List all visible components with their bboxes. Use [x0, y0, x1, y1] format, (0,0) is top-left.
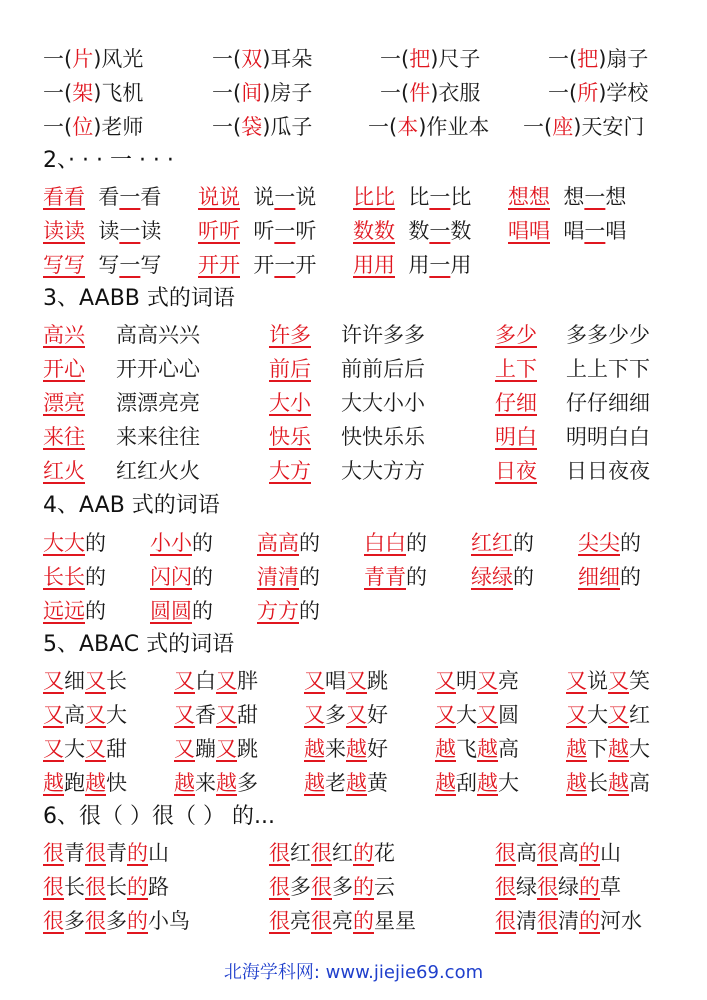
- measure-item: 一(袋)瓜子: [212, 115, 313, 139]
- s3-expanded: 明明白白: [566, 425, 650, 449]
- s5-row: [0, 698, 707, 732]
- s6-item: 很青很青的山: [43, 841, 169, 865]
- measure-item: 一(所)学校: [548, 81, 649, 105]
- s5-item: 越来越多: [174, 771, 258, 795]
- s4-item: 白白的: [364, 531, 427, 555]
- s5-item: 又唱又跳: [304, 669, 388, 693]
- s2-item: 写写 写一写: [43, 253, 162, 277]
- s3-expanded: 仔仔细细: [566, 391, 650, 415]
- s5-item: 越来越好: [304, 737, 388, 761]
- s5-item: 越刮越大: [435, 771, 519, 795]
- s3-word: 明白: [495, 425, 537, 449]
- s3-expanded: 前前后后: [341, 357, 425, 381]
- s4-row: [0, 526, 707, 560]
- s4-item: 红红的: [471, 531, 534, 555]
- s5-item: 又大又红: [566, 703, 650, 727]
- s6-item: 很长很长的路: [43, 875, 169, 899]
- s3-expanded: 大大小小: [341, 391, 425, 415]
- s2-item: 听听 听一听: [198, 219, 317, 243]
- s4-row: [0, 560, 707, 594]
- s3-expanded: 高高兴兴: [116, 323, 200, 347]
- s4-item: 绿绿的: [471, 565, 534, 589]
- s4-item: 清清的: [257, 565, 320, 589]
- s2-row: [0, 214, 707, 248]
- s6-item: 很亮很亮的星星: [269, 909, 416, 933]
- s6-item: 很绿很绿的草: [495, 875, 621, 899]
- measure-row: [0, 110, 707, 144]
- measure-item: 一(位)老师: [43, 115, 144, 139]
- s5-item: 又多又好: [304, 703, 388, 727]
- s2-row: [0, 248, 707, 282]
- s5-row: [0, 664, 707, 698]
- s4-item: 方方的: [257, 599, 320, 623]
- s4-item: 尖尖的: [578, 531, 641, 555]
- section-2-title: 2、· · · 一 · · ·: [43, 148, 174, 173]
- s4-row: [0, 594, 707, 628]
- measure-item: 一(座)天安门: [523, 115, 645, 139]
- s2-item: 说说 说一说: [198, 185, 317, 209]
- s3-expanded: 快快乐乐: [341, 425, 425, 449]
- s3-expanded: 开开心心: [116, 357, 200, 381]
- s3-expanded: 上上下下: [566, 357, 650, 381]
- s3-word: 上下: [495, 357, 537, 381]
- s5-item: 越长越高: [566, 771, 650, 795]
- footer-watermark: 北海学科网: www.jiejie69.com: [223, 962, 484, 983]
- s5-item: 又明又亮: [435, 669, 519, 693]
- s4-item: 圆圆的: [150, 599, 213, 623]
- s3-expanded: 日日夜夜: [566, 459, 650, 483]
- section-6-title: 6、很（ ）很（ ） 的...: [43, 804, 275, 829]
- s4-item: 大大的: [43, 531, 106, 555]
- s3-word: 日夜: [495, 459, 537, 483]
- measure-row: [0, 76, 707, 110]
- s6-item: 很多很多的云: [269, 875, 395, 899]
- s3-word: 仔细: [495, 391, 537, 415]
- s5-item: 越跑越快: [43, 771, 127, 795]
- s2-item: 读读 读一读: [43, 219, 162, 243]
- s3-expanded: 红红火火: [116, 459, 200, 483]
- s3-word: 许多: [269, 323, 311, 347]
- s3-word: 漂亮: [43, 391, 85, 415]
- s3-word: 高兴: [43, 323, 85, 347]
- s5-item: 又大又圆: [435, 703, 519, 727]
- s2-item: 想想 想一想: [508, 185, 627, 209]
- s5-item: 又大又甜: [43, 737, 127, 761]
- measure-item: 一(本)作业本: [368, 115, 490, 139]
- s5-item: 又蹦又跳: [174, 737, 258, 761]
- s5-item: 越飞越高: [435, 737, 519, 761]
- s4-item: 高高的: [257, 531, 320, 555]
- s3-row: [0, 420, 707, 454]
- s5-item: 又白又胖: [174, 669, 258, 693]
- measure-item: 一(片)风光: [43, 47, 144, 71]
- s6-row: [0, 904, 707, 938]
- s6-item: 很多很多的小鸟: [43, 909, 190, 933]
- s4-item: 青青的: [364, 565, 427, 589]
- measure-item: 一(把)扇子: [548, 47, 649, 71]
- s3-word: 红火: [43, 459, 85, 483]
- s3-word: 大小: [269, 391, 311, 415]
- s3-word: 多少: [495, 323, 537, 347]
- measure-item: 一(间)房子: [212, 81, 313, 105]
- s2-item: 用用 用一用: [353, 253, 472, 277]
- s3-word: 前后: [269, 357, 311, 381]
- s2-item: 比比 比一比: [353, 185, 472, 209]
- s3-row: [0, 318, 707, 352]
- s5-item: 又细又长: [43, 669, 127, 693]
- s5-item: 又说又笑: [566, 669, 650, 693]
- measure-item: 一(双)耳朵: [212, 47, 313, 71]
- s5-item: 又香又甜: [174, 703, 258, 727]
- measure-item: 一(架)飞机: [43, 81, 144, 105]
- s3-row: [0, 454, 707, 488]
- s3-expanded: 来来往往: [116, 425, 200, 449]
- s2-row: [0, 180, 707, 214]
- section-3-title: 3、AABB 式的词语: [43, 286, 235, 311]
- s6-row: [0, 836, 707, 870]
- s6-item: 很清很清的河水: [495, 909, 642, 933]
- s5-item: 越下越大: [566, 737, 650, 761]
- s3-expanded: 大大方方: [341, 459, 425, 483]
- s3-word: 快乐: [269, 425, 311, 449]
- section-5-title: 5、ABAC 式的词语: [43, 632, 235, 657]
- s3-word: 来往: [43, 425, 85, 449]
- measure-item: 一(把)尺子: [380, 47, 481, 71]
- s3-word: 大方: [269, 459, 311, 483]
- s4-item: 闪闪的: [150, 565, 213, 589]
- s2-item: 看看 看一看: [43, 185, 162, 209]
- s4-item: 长长的: [43, 565, 106, 589]
- s6-item: 很红很红的花: [269, 841, 395, 865]
- s3-expanded: 多多少少: [566, 323, 650, 347]
- s4-item: 远远的: [43, 599, 106, 623]
- s6-row: [0, 870, 707, 904]
- s5-item: 又高又大: [43, 703, 127, 727]
- s3-word: 开心: [43, 357, 85, 381]
- s4-item: 小小的: [150, 531, 213, 555]
- s3-row: [0, 386, 707, 420]
- s4-item: 细细的: [578, 565, 641, 589]
- s2-item: 开开 开一开: [198, 253, 317, 277]
- s5-item: 越老越黄: [304, 771, 388, 795]
- s3-row: [0, 352, 707, 386]
- s2-item: 唱唱 唱一唱: [508, 219, 627, 243]
- measure-item: 一(件)衣服: [380, 81, 481, 105]
- s5-row: [0, 732, 707, 766]
- s5-row: [0, 766, 707, 800]
- section-4-title: 4、AAB 式的词语: [43, 493, 220, 518]
- s3-expanded: 许许多多: [341, 323, 425, 347]
- s3-expanded: 漂漂亮亮: [116, 391, 200, 415]
- measure-row: [0, 42, 707, 76]
- s2-item: 数数 数一数: [353, 219, 472, 243]
- s6-item: 很高很高的山: [495, 841, 621, 865]
